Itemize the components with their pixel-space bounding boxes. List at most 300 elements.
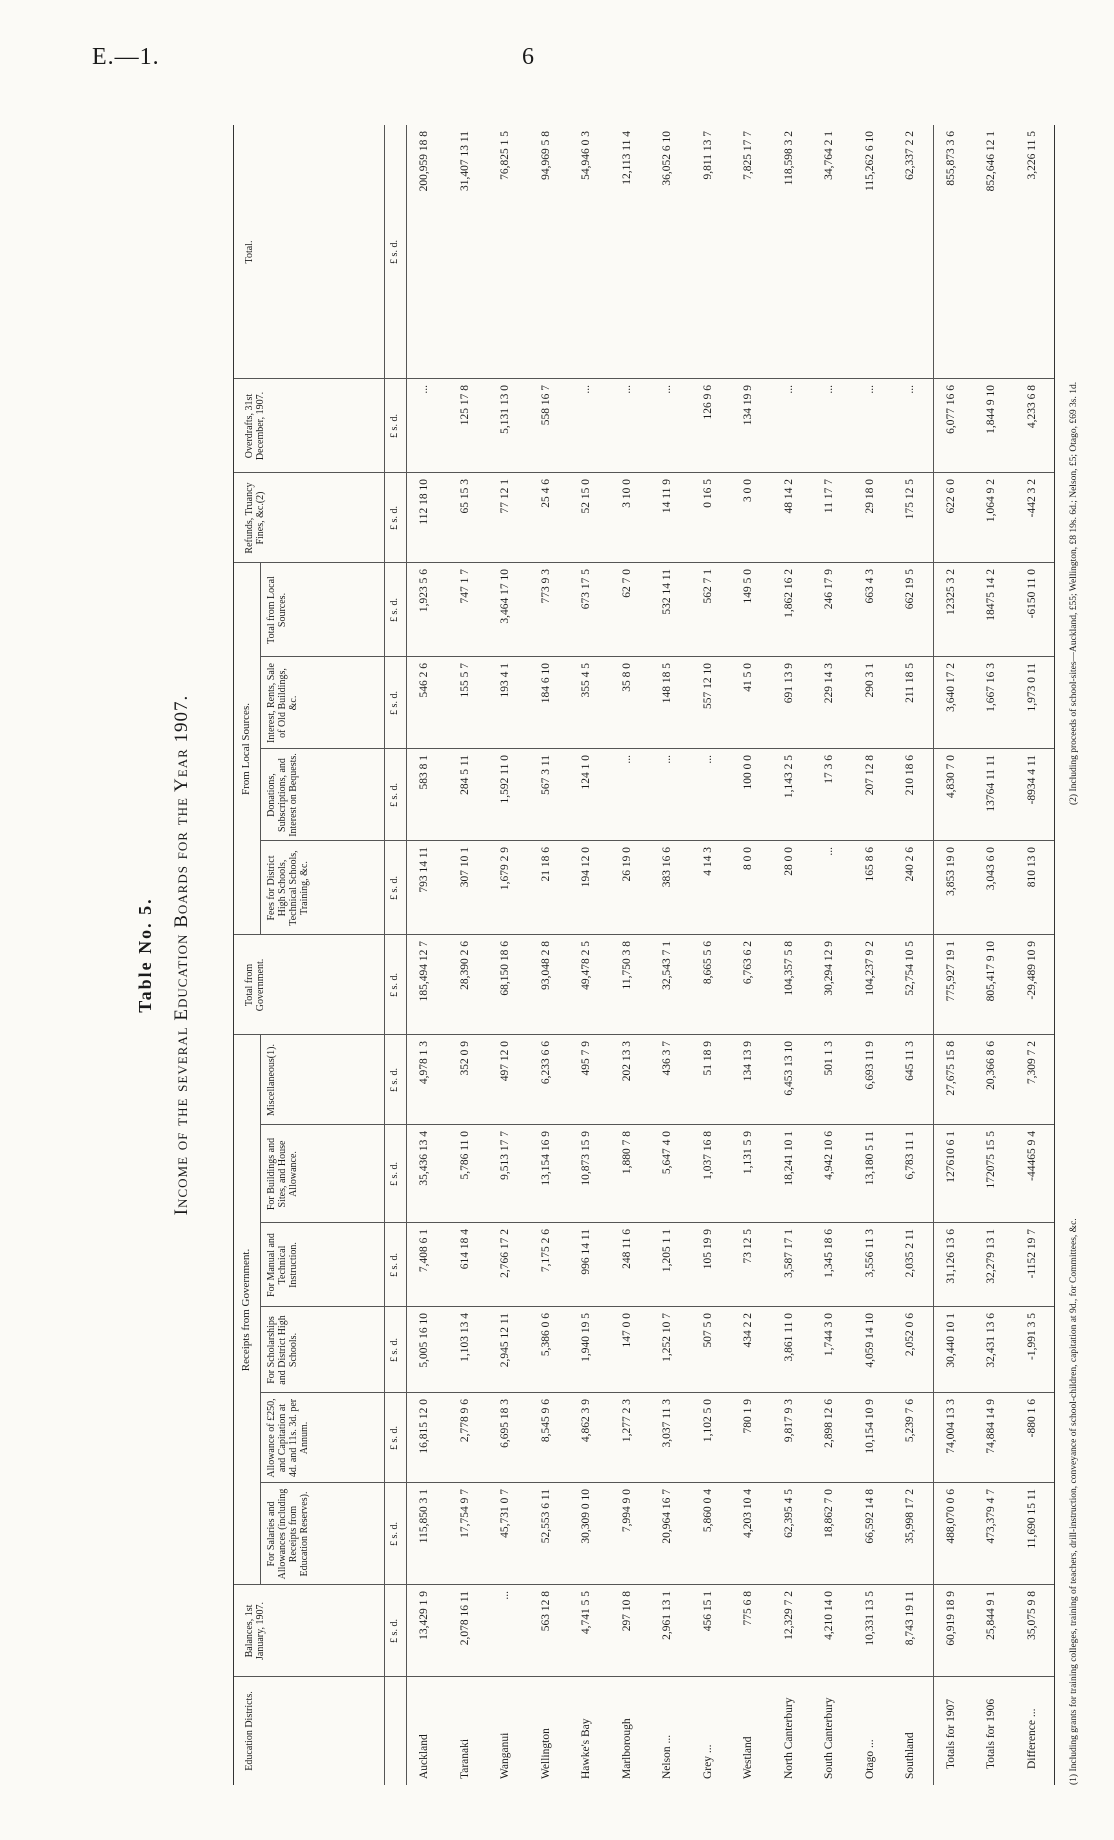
table-cell: 1,252 10 7 xyxy=(661,1313,673,1362)
table-cell: 2,898 12 6 xyxy=(823,1399,835,1448)
district-name: Otago ... xyxy=(863,1739,876,1779)
table-cell: 1,205 1 1 xyxy=(661,1229,673,1273)
table-cell: ... xyxy=(620,755,633,764)
table-cell: 28 0 0 xyxy=(782,847,795,876)
table-cell: 6,077 16 6 xyxy=(944,385,957,434)
table-cell: 355 4 5 xyxy=(580,663,592,698)
table-cell: 1,592 11 0 xyxy=(499,755,511,804)
table-cell: 567 3 11 xyxy=(539,755,552,795)
table-row xyxy=(1018,125,1048,1785)
table-cell: -8934 4 11 xyxy=(1025,755,1038,805)
table-cell: 488,070 0 6 xyxy=(944,1489,957,1544)
column-rule xyxy=(234,1676,1054,1677)
unit-header: £ s. d. xyxy=(389,414,400,438)
table-cell: 352 0 9 xyxy=(458,1041,471,1076)
table-row xyxy=(532,125,562,1785)
table-cell: 1,844 9 10 xyxy=(985,385,997,434)
district-name: Totals for 1907 xyxy=(944,1698,957,1769)
table-cell: 21 18 6 xyxy=(539,847,552,882)
table-cell: 155 5 7 xyxy=(458,663,471,698)
table-cell: 4,059 14 10 xyxy=(863,1313,876,1368)
table-cell: 645 11 3 xyxy=(904,1041,916,1081)
table-cell: 93,048 2 8 xyxy=(539,941,552,990)
table-cell: 27,675 15 8 xyxy=(944,1041,957,1096)
table-cell: 18,862 7 0 xyxy=(823,1489,835,1538)
table-cell: ... xyxy=(782,385,795,394)
table-cell: 62,395 4 5 xyxy=(782,1489,795,1538)
table-cell: 30,440 10 1 xyxy=(944,1313,957,1368)
table-cell: 3,226 11 5 xyxy=(1025,131,1038,180)
table-cell: 5,386 0 6 xyxy=(539,1313,552,1357)
table-cell: 2,961 13 1 xyxy=(661,1591,673,1640)
table-cell: ... xyxy=(823,847,835,856)
table-cell: 18475 14 2 xyxy=(985,569,997,621)
table-cell: 4,862 3 9 xyxy=(580,1399,592,1443)
table-cell: 29 18 0 xyxy=(863,479,876,514)
district-name: Grey ... xyxy=(701,1744,714,1779)
table-cell: 17 3 6 xyxy=(823,755,835,784)
table-cell: 810 13 0 xyxy=(1025,847,1038,888)
unit-header: £ s. d. xyxy=(389,1338,400,1362)
district-name: South Canterbury xyxy=(823,1697,835,1779)
table-cell: 290 3 1 xyxy=(863,663,876,698)
group-header-local: From Local Sources. xyxy=(240,703,252,795)
table-cell: 473,379 4 7 xyxy=(985,1489,997,1544)
income-table xyxy=(233,125,1055,1785)
table-cell: 8 0 0 xyxy=(742,847,754,870)
table-cell: 30,294 12 9 xyxy=(823,941,835,996)
table-cell: ... xyxy=(661,385,673,394)
table-cell: 62 7 0 xyxy=(620,569,633,598)
table-cell: 1,345 18 6 xyxy=(823,1229,835,1278)
table-cell: 9,817 9 3 xyxy=(782,1399,795,1443)
table-cell: 1,940 19 5 xyxy=(580,1313,592,1362)
column-rule xyxy=(234,472,1054,473)
table-cell: -880 1 6 xyxy=(1025,1399,1038,1438)
rotated-table-area xyxy=(135,125,1114,1785)
table-cell: 383 16 6 xyxy=(661,847,673,888)
table-cell: 4,942 10 6 xyxy=(823,1131,835,1180)
table-cell: ... xyxy=(863,385,876,394)
table-cell: 246 17 9 xyxy=(823,569,835,610)
footnote-2: (2) Including proceeds of school-sites—Auckland, £55; Wellington, £8 19s. 6d.; Nelson, £5; Otago, £69 3s. 1d. xyxy=(1069,381,1079,805)
table-cell: 115,850 3 1 xyxy=(418,1489,430,1544)
unit-header: £ s. d. xyxy=(389,598,400,622)
district-name: Wanganui xyxy=(499,1732,511,1779)
unit-header: £ s. d. xyxy=(389,783,400,807)
table-cell: 13,154 16 9 xyxy=(539,1131,552,1186)
table-cell: -1,991 3 5 xyxy=(1025,1313,1038,1360)
table-row xyxy=(856,125,886,1785)
table-cell: 94,969 5 8 xyxy=(539,131,552,180)
table-cell: 5,131 13 0 xyxy=(499,385,511,434)
table-cell: 562 7 1 xyxy=(701,569,714,604)
table-row xyxy=(653,125,683,1785)
table-cell: 6,693 11 9 xyxy=(863,1041,876,1090)
table-cell: 4,203 10 4 xyxy=(742,1489,754,1538)
table-cell: 13,429 1 9 xyxy=(418,1591,430,1640)
table-cell: -44465 9 4 xyxy=(1025,1131,1038,1181)
unit-header: £ s. d. xyxy=(389,1522,400,1546)
table-cell: 11 17 7 xyxy=(823,479,835,514)
row-rule xyxy=(260,1035,261,1585)
table-row xyxy=(613,125,643,1785)
table-cell: 497 12 0 xyxy=(499,1041,511,1082)
table-cell: 49,478 2 5 xyxy=(580,941,592,990)
table-cell: 125 17 8 xyxy=(458,385,471,426)
table-cell: 10,154 10 9 xyxy=(863,1399,876,1454)
table-cell: 16,815 12 0 xyxy=(418,1399,430,1454)
table-cell: 104,357 5 8 xyxy=(782,941,795,996)
table-cell: 14 11 9 xyxy=(661,479,673,514)
table-cell: 558 16 7 xyxy=(539,385,552,426)
table-cell: 31,126 13 6 xyxy=(944,1229,957,1284)
table-cell: 5,860 0 4 xyxy=(701,1489,714,1533)
table-cell: 663 4 3 xyxy=(863,569,876,604)
table-cell: 11,750 3 8 xyxy=(620,941,633,990)
table-cell: 118,598 3 2 xyxy=(782,131,795,186)
table-cell: 13764 11 11 xyxy=(985,755,997,812)
table-cell: 622 6 0 xyxy=(944,479,957,514)
district-name: Southland xyxy=(904,1732,916,1779)
table-cell: 8,743 19 11 xyxy=(904,1591,916,1646)
table-cell: 793 14 11 xyxy=(418,847,430,893)
table-cell: 2,052 0 6 xyxy=(904,1313,916,1357)
unit-header: £ s. d. xyxy=(389,1619,400,1643)
column-header: Miscellaneous(1). xyxy=(266,1044,277,1116)
table-cell: 297 10 8 xyxy=(620,1591,633,1632)
table-cell: 172075 15 5 xyxy=(985,1131,997,1189)
table-cell: 10,331 13 5 xyxy=(863,1591,876,1646)
table-cell: 1,131 5 9 xyxy=(742,1131,754,1175)
table-cell: 583 8 1 xyxy=(418,755,430,790)
table-cell: 4,210 14 0 xyxy=(823,1591,835,1640)
table-title: Income of the several Education Boards for the Year 1907. xyxy=(171,694,192,1216)
table-cell: ... xyxy=(904,385,916,394)
table-cell: 1,102 5 0 xyxy=(701,1399,714,1443)
page-series-label: E.—1. xyxy=(92,44,160,70)
table-cell: 691 13 9 xyxy=(782,663,795,704)
table-row xyxy=(815,125,845,1785)
table-cell: 202 13 3 xyxy=(620,1041,633,1082)
table-cell: 240 2 6 xyxy=(904,847,916,882)
table-cell: 557 12 10 xyxy=(701,663,714,709)
table-cell: 747 1 7 xyxy=(458,569,471,604)
table-cell: 25,844 9 1 xyxy=(985,1591,997,1640)
table-cell: 112 18 10 xyxy=(418,479,430,525)
table-cell: 12325 3 2 xyxy=(944,569,957,615)
table-cell: 184 6 10 xyxy=(539,663,552,704)
table-row xyxy=(937,125,967,1785)
table-cell: 210 18 6 xyxy=(904,755,916,796)
table-cell: 149 5 0 xyxy=(742,569,754,604)
table-cell: 855,873 3 6 xyxy=(944,131,957,186)
row-rule xyxy=(384,125,385,1785)
column-rule xyxy=(234,934,1054,935)
page-number: 6 xyxy=(522,44,534,70)
table-cell: 1,103 13 4 xyxy=(458,1313,471,1362)
table-cell: 6,763 6 2 xyxy=(742,941,754,985)
table-cell: 3 10 0 xyxy=(620,479,633,508)
table-cell: 35,436 13 4 xyxy=(418,1131,430,1186)
table-cell: 563 12 8 xyxy=(539,1591,552,1632)
district-name: Taranaki xyxy=(458,1738,471,1779)
table-cell: 20,964 16 7 xyxy=(661,1489,673,1544)
table-cell: 1,143 2 5 xyxy=(782,755,795,799)
table-cell: 124 1 0 xyxy=(580,755,592,790)
table-cell: 775,927 19 1 xyxy=(944,941,957,1002)
table-cell: 134 19 9 xyxy=(742,385,754,426)
table-cell: -29,489 10 9 xyxy=(1025,941,1038,1000)
table-cell: 12,113 11 4 xyxy=(620,131,633,185)
table-cell: 456 15 1 xyxy=(701,1591,714,1632)
table-cell: -1152 19 7 xyxy=(1025,1229,1038,1279)
table-cell: 673 17 5 xyxy=(580,569,592,610)
table-cell: 8,665 5 6 xyxy=(701,941,714,985)
table-cell: 805,417 9 10 xyxy=(985,941,997,1002)
unit-header: £ s. d. xyxy=(389,1426,400,1450)
table-cell: 147 0 0 xyxy=(620,1313,633,1348)
table-cell: 3,556 11 3 xyxy=(863,1229,876,1278)
table-cell: 6,453 13 10 xyxy=(782,1041,795,1096)
row-rule xyxy=(260,563,261,935)
table-cell: 2,778 9 6 xyxy=(458,1399,471,1443)
table-cell: 134 13 9 xyxy=(742,1041,754,1082)
table-cell: 1,679 2 9 xyxy=(499,847,511,891)
table-row xyxy=(775,125,805,1785)
table-cell: 614 18 4 xyxy=(458,1229,471,1270)
table-cell: 66,592 14 8 xyxy=(863,1489,876,1544)
table-cell: 25 4 6 xyxy=(539,479,552,508)
table-cell: 35,998 17 2 xyxy=(904,1489,916,1544)
table-cell: 12,329 7 2 xyxy=(782,1591,795,1640)
table-cell: 104,237 9 2 xyxy=(863,941,876,996)
column-header: Total. xyxy=(244,240,255,264)
table-cell: 495 7 9 xyxy=(580,1041,592,1076)
table-cell: 48 14 2 xyxy=(782,479,795,514)
table-cell: 36,052 6 10 xyxy=(661,131,673,186)
column-header: Fees for District High Schools, Technical Schools, Training, &c. xyxy=(266,850,310,926)
column-header: For Salaries and Allowances (including Receipts from Education Reserves). xyxy=(266,1488,310,1580)
table-cell: 780 1 9 xyxy=(742,1399,754,1434)
table-cell: 74,884 14 9 xyxy=(985,1399,997,1454)
district-name: Nelson ... xyxy=(661,1734,673,1779)
table-cell: 77 12 1 xyxy=(499,479,511,514)
column-rule xyxy=(234,378,1054,379)
column-header: Education Districts. xyxy=(244,1691,255,1771)
table-cell: 32,543 7 1 xyxy=(661,941,673,990)
table-cell: 185,494 12 7 xyxy=(418,941,430,1002)
table-row xyxy=(896,125,926,1785)
row-rule xyxy=(406,125,407,1785)
table-cell: ... xyxy=(418,385,430,394)
table-cell: 60,919 18 9 xyxy=(944,1591,957,1646)
table-cell: 41 5 0 xyxy=(742,663,754,692)
table-cell: 3 0 0 xyxy=(742,479,754,502)
table-cell: 5,239 7 6 xyxy=(904,1399,916,1443)
unit-header: £ s. d. xyxy=(389,506,400,530)
table-cell: 6,783 11 1 xyxy=(904,1131,916,1180)
table-cell: 1,923 5 6 xyxy=(418,569,430,613)
table-cell: ... xyxy=(661,755,673,764)
district-name: Auckland xyxy=(418,1734,430,1779)
table-cell: 4,233 6 8 xyxy=(1025,385,1038,429)
table-cell: 3,853 19 0 xyxy=(944,847,957,896)
table-cell: 126 9 6 xyxy=(701,385,714,420)
table-cell: 193 4 1 xyxy=(499,663,511,698)
table-cell: 1,277 2 3 xyxy=(620,1399,633,1443)
table-cell: 148 18 5 xyxy=(661,663,673,704)
table-cell: 229 14 3 xyxy=(823,663,835,704)
column-rule xyxy=(234,1584,1054,1585)
unit-header: £ s. d. xyxy=(389,876,400,900)
table-cell: 30,309 0 10 xyxy=(580,1489,592,1544)
column-header: Interest, Rents, Sale of Old Buildings, &c. xyxy=(266,663,299,743)
table-cell: 436 3 7 xyxy=(661,1041,673,1076)
table-cell: 4,978 1 3 xyxy=(418,1041,430,1085)
table-cell: 1,037 16 8 xyxy=(701,1131,714,1180)
table-cell: 6,695 18 3 xyxy=(499,1399,511,1448)
unit-header: £ s. d. xyxy=(389,1253,400,1277)
table-cell: 2,078 16 11 xyxy=(458,1591,471,1646)
column-header: For Manual and Technical Instruction. xyxy=(266,1233,299,1297)
table-cell: 62,337 2 2 xyxy=(904,131,916,180)
table-cell: 17,754 9 7 xyxy=(458,1489,471,1538)
table-cell: 307 10 1 xyxy=(458,847,471,888)
column-header: Refunds, Truancy Fines, &c.(2) xyxy=(244,482,266,554)
column-header: Balances, 1st January, 1907. xyxy=(244,1602,266,1660)
table-cell: 35,075 9 8 xyxy=(1025,1591,1038,1640)
table-cell: 26 19 0 xyxy=(620,847,633,882)
table-cell: 165 8 6 xyxy=(863,847,876,882)
table-row xyxy=(451,125,481,1785)
table-cell: 52 15 0 xyxy=(580,479,592,514)
table-cell: 7,175 2 6 xyxy=(539,1229,552,1273)
unit-header: £ s. d. xyxy=(389,1068,400,1092)
column-header: Donations, Subscriptions, and Interest on Bequests. xyxy=(266,753,299,837)
table-cell: 8,545 9 6 xyxy=(539,1399,552,1443)
table-cell: 2,035 2 11 xyxy=(904,1229,916,1278)
district-name: Totals for 1906 xyxy=(985,1698,997,1769)
column-header: Allowance of £250, and Capitation at 4d. and 11s. 3d. per Annum. xyxy=(266,1398,310,1478)
district-name: Marlborough xyxy=(620,1718,633,1779)
table-cell: 9,811 13 7 xyxy=(701,131,714,180)
column-header: Total from Local Sources. xyxy=(266,576,288,644)
table-cell: 3,043 6 0 xyxy=(985,847,997,891)
table-cell: 1,862 16 2 xyxy=(782,569,795,618)
table-cell: 45,731 0 7 xyxy=(499,1489,511,1538)
table-row xyxy=(694,125,724,1785)
district-name: Westland xyxy=(742,1736,754,1779)
table-cell: 32,279 13 1 xyxy=(985,1229,997,1284)
table-row xyxy=(572,125,602,1785)
table-cell: 115,262 6 10 xyxy=(863,131,876,191)
table-cell: 13,180 5 11 xyxy=(863,1131,876,1186)
table-cell: 11,690 15 11 xyxy=(1025,1489,1038,1549)
table-row xyxy=(410,125,440,1785)
table-cell: 20,366 8 6 xyxy=(985,1041,997,1090)
table-cell: 51 18 9 xyxy=(701,1041,714,1076)
table-cell: 2,945 12 11 xyxy=(499,1313,511,1368)
table-cell: 3,861 11 0 xyxy=(782,1313,795,1362)
table-cell: 284 5 11 xyxy=(458,755,471,795)
table-cell: 775 6 8 xyxy=(742,1591,754,1626)
table-cell: 3,037 11 3 xyxy=(661,1399,673,1448)
column-header: Total from Government. xyxy=(244,958,266,1012)
table-cell: 996 14 11 xyxy=(580,1229,592,1275)
table-cell: ... xyxy=(580,385,592,394)
table-cell: ... xyxy=(499,1591,511,1600)
table-cell: 0 16 5 xyxy=(701,479,714,508)
table-cell: 773 9 3 xyxy=(539,569,552,604)
table-cell: 5,005 16 10 xyxy=(418,1313,430,1368)
table-cell: 34,764 2 1 xyxy=(823,131,835,180)
table-cell: 73 12 5 xyxy=(742,1229,754,1264)
district-name: Hawke's Bay xyxy=(580,1718,592,1779)
table-cell: 65 15 3 xyxy=(458,479,471,514)
table-cell: 10,873 15 9 xyxy=(580,1131,592,1186)
table-cell: 31,407 13 11 xyxy=(458,131,471,191)
table-cell: 507 5 0 xyxy=(701,1313,714,1348)
table-cell: 3,464 17 10 xyxy=(499,569,511,624)
table-cell: 1,880 7 8 xyxy=(620,1131,633,1175)
district-name: Wellington xyxy=(539,1728,552,1779)
unit-header: £ s. d. xyxy=(389,691,400,715)
table-cell: 127610 6 1 xyxy=(944,1131,957,1183)
table-cell: 9,513 17 7 xyxy=(499,1131,511,1180)
table-row xyxy=(491,125,521,1785)
table-cell: 74,004 13 3 xyxy=(944,1399,957,1454)
table-cell: 1,064 9 2 xyxy=(985,479,997,523)
column-rule xyxy=(234,1034,1054,1035)
table-cell: 6,233 6 6 xyxy=(539,1041,552,1085)
table-cell: 1,744 3 0 xyxy=(823,1313,835,1357)
table-cell: 200,959 18 8 xyxy=(418,131,430,192)
table-cell: 1,667 16 3 xyxy=(985,663,997,712)
table-cell: 52,553 6 11 xyxy=(539,1489,552,1544)
table-cell: 546 2 6 xyxy=(418,663,430,698)
table-cell: ... xyxy=(701,755,714,764)
unit-header: £ s. d. xyxy=(389,973,400,997)
table-cell: 211 18 5 xyxy=(904,663,916,703)
table-label: Table No. 5. xyxy=(135,897,155,1013)
table-cell: 35 8 0 xyxy=(620,663,633,692)
table-cell: 52,754 10 5 xyxy=(904,941,916,996)
table-cell: 501 1 3 xyxy=(823,1041,835,1076)
table-cell: 434 2 2 xyxy=(742,1313,754,1348)
table-cell: 28,390 2 6 xyxy=(458,941,471,990)
column-rule xyxy=(234,562,1054,563)
table-cell: 5,786 11 0 xyxy=(458,1131,471,1180)
table-cell: 7,309 7 2 xyxy=(1025,1041,1038,1085)
table-cell: 852,646 12 1 xyxy=(985,131,997,192)
table-cell: 3,587 17 1 xyxy=(782,1229,795,1278)
table-cell: 54,946 0 3 xyxy=(580,131,592,180)
table-cell: 7,825 17 7 xyxy=(742,131,754,180)
table-cell: 194 12 0 xyxy=(580,847,592,888)
table-cell: 1,973 0 11 xyxy=(1025,663,1038,712)
table-cell: 68,150 18 6 xyxy=(499,941,511,996)
column-header: For Buildings and Sites, and House Allowance. xyxy=(266,1137,299,1211)
table-cell: 105 19 9 xyxy=(701,1229,714,1270)
table-cell: 662 19 5 xyxy=(904,569,916,610)
table-cell: 175 12 5 xyxy=(904,479,916,520)
table-cell: 7,994 9 0 xyxy=(620,1489,633,1533)
table-cell: 5,647 4 0 xyxy=(661,1131,673,1175)
table-cell: 4,741 5 5 xyxy=(580,1591,592,1635)
table-cell: ... xyxy=(620,385,633,394)
table-row xyxy=(977,125,1007,1785)
